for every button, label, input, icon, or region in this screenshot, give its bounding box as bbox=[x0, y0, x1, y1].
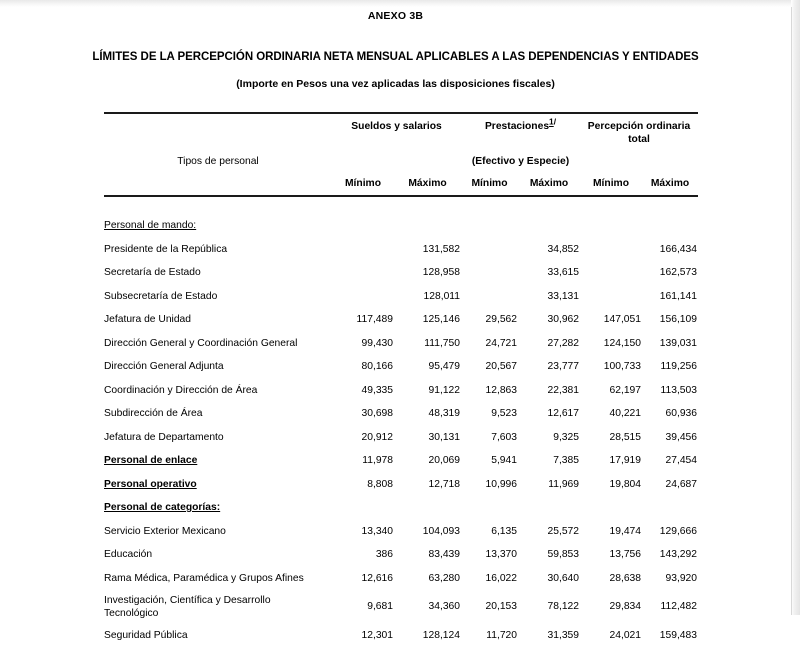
row-label-text: Secretaría de Estado bbox=[104, 267, 201, 279]
row-value bbox=[580, 215, 642, 239]
header-prestaciones-minimo: Mínimo bbox=[471, 177, 508, 189]
row-value: 129,666 bbox=[659, 525, 697, 537]
row-value: 143,292 bbox=[659, 549, 697, 561]
row-value bbox=[580, 238, 642, 262]
row-label-text: Subsecretaría de Estado bbox=[104, 290, 218, 302]
page-subtitle: (Importe en Pesos una vez aplicadas las disposiciones fiscales) bbox=[236, 78, 555, 90]
row-label bbox=[104, 215, 332, 239]
row-value: 24,021 bbox=[609, 630, 641, 642]
row-value: 28,638 bbox=[609, 572, 641, 584]
row-value: 111,750 bbox=[424, 337, 460, 349]
header-prestaciones-subnote: (Efectivo y Especie) bbox=[471, 155, 570, 167]
table-row bbox=[104, 285, 698, 309]
row-label bbox=[104, 262, 332, 286]
row-label bbox=[104, 450, 332, 474]
annex-label: ANEXO 3B bbox=[367, 10, 424, 22]
row-label-text: Educación bbox=[104, 549, 153, 561]
row-value: 7,603 bbox=[491, 431, 517, 443]
header-sueldos-maximo: Máximo bbox=[408, 177, 447, 189]
row-value bbox=[518, 497, 580, 521]
row-label bbox=[104, 356, 332, 380]
row-value: 63,280 bbox=[428, 572, 460, 584]
row-value: 11,978 bbox=[362, 455, 393, 467]
row-value: 29,562 bbox=[485, 314, 517, 326]
row-value: 20,912 bbox=[361, 431, 393, 443]
row-value: 33,131 bbox=[547, 290, 579, 302]
row-value: 91,122 bbox=[428, 384, 460, 396]
header-percepcion-line2: total bbox=[628, 133, 650, 145]
row-value bbox=[518, 215, 580, 239]
table-row bbox=[104, 520, 698, 544]
header-percepcion-minimo: Mínimo bbox=[592, 177, 630, 189]
header-prestaciones-maximo: Máximo bbox=[529, 177, 569, 189]
page-right-border bbox=[791, 7, 792, 615]
table-row bbox=[104, 238, 698, 262]
row-value bbox=[642, 497, 698, 521]
row-value: 13,340 bbox=[361, 525, 393, 537]
row-label bbox=[104, 567, 332, 591]
row-value: 34,852 bbox=[547, 243, 579, 255]
row-value: 22,381 bbox=[547, 384, 579, 396]
row-value: 161,141 bbox=[659, 290, 697, 302]
row-value: 20,153 bbox=[485, 601, 517, 613]
row-value: 11,720 bbox=[486, 630, 517, 642]
row-value: 139,031 bbox=[659, 337, 697, 349]
row-value: 99,430 bbox=[361, 337, 393, 349]
row-value: 33,615 bbox=[547, 267, 579, 279]
row-label-text: Personal de categorías: bbox=[104, 502, 221, 514]
row-label-text: Presidente de la República bbox=[104, 243, 228, 255]
row-value: 119,256 bbox=[660, 361, 697, 373]
table-row bbox=[104, 450, 698, 474]
row-value: 95,479 bbox=[428, 361, 460, 373]
row-value: 39,456 bbox=[665, 431, 697, 443]
row-value: 100,733 bbox=[603, 361, 641, 373]
row-value: 17,919 bbox=[609, 455, 641, 467]
table-row bbox=[104, 379, 698, 403]
table-row bbox=[104, 262, 698, 286]
row-label bbox=[104, 309, 332, 333]
row-label bbox=[104, 426, 332, 450]
row-value bbox=[332, 262, 394, 286]
row-label bbox=[104, 497, 332, 521]
row-value: 60,936 bbox=[665, 408, 697, 420]
row-value: 29,834 bbox=[609, 601, 641, 613]
table-header-groups bbox=[104, 114, 698, 147]
row-value: 12,616 bbox=[361, 572, 393, 584]
header-percepcion-spacer bbox=[580, 147, 698, 167]
header-group-sueldos-y-salarios: Sueldos y salarios bbox=[351, 121, 442, 132]
row-value bbox=[332, 497, 394, 521]
row-value: 12,301 bbox=[361, 630, 393, 642]
table-row bbox=[104, 356, 698, 380]
row-label bbox=[104, 332, 332, 356]
row-value: 20,069 bbox=[428, 455, 460, 467]
row-value: 104,093 bbox=[422, 525, 460, 537]
row-value: 24,687 bbox=[665, 478, 697, 490]
row-value: 34,360 bbox=[428, 601, 460, 613]
header-group-prestaciones bbox=[461, 114, 580, 147]
table-row bbox=[104, 215, 698, 239]
row-value: 124,150 bbox=[603, 337, 641, 349]
row-value: 5,941 bbox=[491, 455, 517, 467]
row-label bbox=[104, 285, 332, 309]
row-value: 112,482 bbox=[660, 601, 697, 613]
row-value: 12,617 bbox=[547, 408, 579, 420]
row-value: 93,920 bbox=[665, 572, 697, 584]
row-value: 128,958 bbox=[422, 267, 460, 279]
row-value: 128,011 bbox=[423, 290, 460, 302]
header-tipos-de-personal: Tipos de personal bbox=[177, 155, 259, 167]
row-value: 19,474 bbox=[609, 525, 641, 537]
row-label-text: Jefatura de Departamento bbox=[104, 431, 224, 443]
row-label-text: Dirección General Adjunta bbox=[104, 361, 224, 373]
row-value bbox=[642, 215, 698, 239]
row-label-text: Rama Médica, Paramédica y Grupos Afines bbox=[104, 572, 304, 584]
row-value: 156,109 bbox=[659, 314, 697, 326]
row-value bbox=[394, 215, 461, 239]
row-value: 27,454 bbox=[665, 455, 697, 467]
table-row bbox=[104, 567, 698, 591]
row-value: 30,640 bbox=[547, 572, 579, 584]
row-value: 30,131 bbox=[428, 431, 460, 443]
row-value: 23,777 bbox=[547, 361, 579, 373]
row-value: 28,515 bbox=[609, 431, 641, 443]
table-body bbox=[104, 215, 698, 648]
row-value bbox=[580, 285, 642, 309]
row-value: 9,325 bbox=[553, 431, 579, 443]
row-label bbox=[104, 625, 332, 648]
row-value: 12,718 bbox=[428, 478, 460, 490]
row-label-text: Servicio Exterior Mexicano bbox=[104, 525, 226, 537]
row-value bbox=[580, 497, 642, 521]
row-value: 166,434 bbox=[659, 243, 697, 255]
row-value: 83,439 bbox=[428, 549, 460, 561]
limits-table bbox=[104, 112, 698, 648]
row-value bbox=[332, 238, 394, 262]
row-value bbox=[580, 262, 642, 286]
table-body-spacer bbox=[104, 197, 698, 215]
row-value: 10,996 bbox=[485, 478, 517, 490]
row-value bbox=[461, 238, 518, 262]
row-value: 117,489 bbox=[356, 314, 393, 326]
header-percepcion-line1: Percepción ordinaria bbox=[587, 121, 691, 132]
row-label-text: Personal de enlace bbox=[104, 455, 198, 467]
row-value: 9,523 bbox=[491, 408, 517, 420]
row-value: 62,197 bbox=[609, 384, 641, 396]
row-value: 8,808 bbox=[367, 478, 393, 490]
row-label bbox=[104, 520, 332, 544]
row-label-text: Investigación, Científica y Desarrollo Tecnológico bbox=[104, 594, 271, 619]
table-row bbox=[104, 497, 698, 521]
row-value: 128,124 bbox=[422, 630, 460, 642]
table-container bbox=[0, 112, 791, 648]
row-value: 48,319 bbox=[428, 408, 460, 420]
row-value: 19,804 bbox=[609, 478, 641, 490]
row-value: 20,567 bbox=[485, 361, 517, 373]
header-sueldos-minimo: Mínimo bbox=[344, 177, 382, 189]
table-row bbox=[104, 403, 698, 427]
row-label-text: Subdirección de Área bbox=[104, 408, 203, 420]
row-label bbox=[104, 238, 332, 262]
row-value: 49,335 bbox=[361, 384, 393, 396]
table-row bbox=[104, 309, 698, 333]
header-percepcion-maximo: Máximo bbox=[650, 177, 690, 189]
table-row bbox=[104, 473, 698, 497]
row-value: 30,962 bbox=[547, 314, 579, 326]
row-value: 30,698 bbox=[361, 408, 393, 420]
row-label-text: Coordinación y Dirección de Área bbox=[104, 384, 258, 396]
row-value: 7,385 bbox=[553, 455, 579, 467]
row-value bbox=[461, 497, 518, 521]
row-value bbox=[394, 497, 461, 521]
table-row bbox=[104, 625, 698, 648]
row-value: 16,022 bbox=[485, 572, 517, 584]
row-value: 125,146 bbox=[422, 314, 460, 326]
table-row bbox=[104, 591, 698, 625]
row-value: 6,135 bbox=[491, 525, 517, 537]
row-label bbox=[104, 473, 332, 497]
row-value: 12,863 bbox=[485, 384, 517, 396]
row-value: 147,051 bbox=[603, 314, 641, 326]
row-value: 386 bbox=[375, 549, 393, 561]
footnote-marker-icon: 1/ bbox=[549, 116, 557, 127]
row-value: 40,221 bbox=[609, 408, 641, 420]
row-value: 80,166 bbox=[361, 361, 393, 373]
row-value bbox=[332, 285, 394, 309]
page-title: LÍMITES DE LA PERCEPCIÓN ORDINARIA NETA MENSUAL APLICABLES A LAS DEPENDENCIAS Y ENTIDADES bbox=[92, 51, 699, 63]
row-value bbox=[461, 215, 518, 239]
row-value: 27,282 bbox=[547, 337, 579, 349]
row-label-text: Personal operativo bbox=[104, 478, 197, 490]
row-value: 9,681 bbox=[367, 601, 393, 613]
page-right-edge-shading bbox=[791, 0, 800, 615]
row-value: 25,572 bbox=[547, 525, 579, 537]
row-label-text: Seguridad Pública bbox=[104, 630, 188, 642]
row-value: 24,721 bbox=[485, 337, 517, 349]
row-label bbox=[104, 544, 332, 568]
row-label bbox=[104, 591, 332, 625]
row-value: 162,573 bbox=[659, 267, 697, 279]
row-value: 59,853 bbox=[547, 549, 579, 561]
row-value: 113,503 bbox=[660, 384, 697, 396]
row-label bbox=[104, 403, 332, 427]
row-label-text: Dirección General y Coordinación General bbox=[104, 337, 298, 349]
row-label-text: Personal de mando: bbox=[104, 220, 197, 232]
table-row bbox=[104, 426, 698, 450]
row-value: 11,969 bbox=[548, 478, 579, 490]
header-group-percepcion-ordinaria-total bbox=[580, 114, 698, 147]
row-value: 159,483 bbox=[659, 630, 697, 642]
header-prestaciones-text: Prestaciones bbox=[484, 121, 550, 132]
row-value: 131,582 bbox=[422, 243, 460, 255]
row-value bbox=[461, 285, 518, 309]
row-value bbox=[332, 215, 394, 239]
table-row bbox=[104, 544, 698, 568]
row-value bbox=[461, 262, 518, 286]
row-value: 31,359 bbox=[547, 630, 579, 642]
table-row bbox=[104, 332, 698, 356]
header-sueldos-spacer bbox=[332, 147, 461, 167]
row-value: 13,370 bbox=[485, 549, 517, 561]
row-value: 78,122 bbox=[547, 601, 579, 613]
row-value: 13,756 bbox=[609, 549, 641, 561]
row-label-text: Jefatura de Unidad bbox=[104, 314, 192, 326]
row-label bbox=[104, 379, 332, 403]
